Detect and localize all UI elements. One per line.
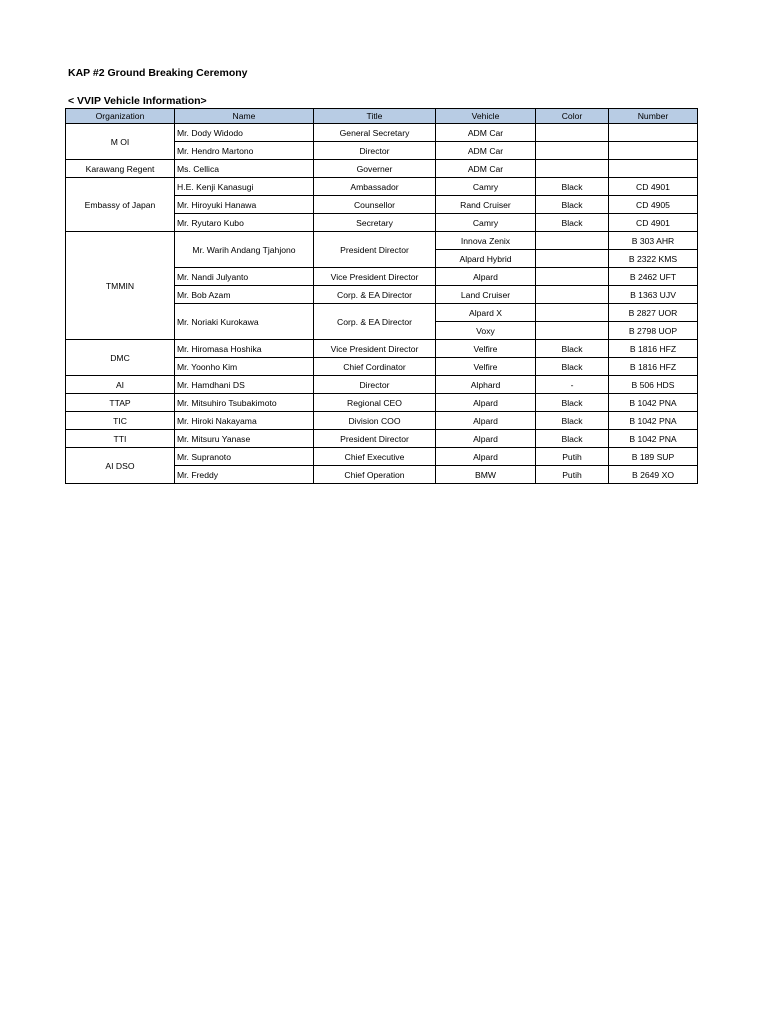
vehicle-cell: Innova Zenix	[436, 232, 536, 250]
number-cell: B 1042 PNA	[609, 412, 698, 430]
name-cell: Mr. Freddy	[175, 466, 314, 484]
number-cell	[609, 160, 698, 178]
organization-cell: TMMIN	[66, 232, 175, 340]
title-cell: Chief Cordinator	[314, 358, 436, 376]
number-cell: B 1042 PNA	[609, 394, 698, 412]
header-color: Color	[536, 109, 609, 124]
name-cell: Mr. Warih Andang Tjahjono	[175, 232, 314, 268]
title-cell: Vice President Director	[314, 340, 436, 358]
title-cell: General Secretary	[314, 124, 436, 142]
name-cell: Mr. Mitsuhiro Tsubakimoto	[175, 394, 314, 412]
table-row	[66, 178, 698, 196]
vehicle-cell: Camry	[436, 214, 536, 232]
organization-cell: AI DSO	[66, 448, 175, 484]
table-row	[66, 448, 698, 466]
number-cell: CD 4901	[609, 178, 698, 196]
color-cell: Black	[536, 412, 609, 430]
color-cell	[536, 124, 609, 142]
name-cell: Mr. Nandi Julyanto	[175, 268, 314, 286]
document-title: KAP #2 Ground Breaking Ceremony	[68, 67, 248, 79]
number-cell: B 1816 HFZ	[609, 340, 698, 358]
color-cell: Black	[536, 196, 609, 214]
vehicle-cell: Alpard X	[436, 304, 536, 322]
name-cell: Mr. Hamdhani DS	[175, 376, 314, 394]
vehicle-cell: Alphard	[436, 376, 536, 394]
color-cell: Black	[536, 358, 609, 376]
color-cell: Black	[536, 430, 609, 448]
title-cell: Vice President Director	[314, 268, 436, 286]
color-cell	[536, 322, 609, 340]
color-cell	[536, 160, 609, 178]
title-cell: Director	[314, 376, 436, 394]
organization-cell: AI	[66, 376, 175, 394]
table-row	[66, 394, 698, 412]
color-cell	[536, 286, 609, 304]
number-cell: B 1042 PNA	[609, 430, 698, 448]
header-number: Number	[609, 109, 698, 124]
table-row	[66, 232, 698, 250]
vehicle-cell: Velfire	[436, 340, 536, 358]
table-row	[66, 376, 698, 394]
organization-cell: Embassy of Japan	[66, 178, 175, 232]
vehicle-info-table	[65, 108, 698, 484]
color-cell: Black	[536, 394, 609, 412]
organization-cell: M OI	[66, 124, 175, 160]
number-cell	[609, 142, 698, 160]
vehicle-cell: ADM Car	[436, 124, 536, 142]
vehicle-cell: Alpard Hybrid	[436, 250, 536, 268]
name-cell: Mr. Hiroki Nakayama	[175, 412, 314, 430]
title-cell: Chief Executive	[314, 448, 436, 466]
title-cell: Counsellor	[314, 196, 436, 214]
vehicle-cell: Land Cruiser	[436, 286, 536, 304]
title-cell: Director	[314, 142, 436, 160]
number-cell: B 2322 KMS	[609, 250, 698, 268]
vehicle-cell: Alpard	[436, 394, 536, 412]
vehicle-cell: Rand Cruiser	[436, 196, 536, 214]
name-cell: Mr. Ryutaro Kubo	[175, 214, 314, 232]
vehicle-cell: Alpard	[436, 268, 536, 286]
number-cell: B 2798 UOP	[609, 322, 698, 340]
name-cell: H.E. Kenji Kanasugi	[175, 178, 314, 196]
number-cell: B 1363 UJV	[609, 286, 698, 304]
name-cell: Mr. Dody Widodo	[175, 124, 314, 142]
table-row	[66, 340, 698, 358]
color-cell: -	[536, 376, 609, 394]
vehicle-cell: Alpard	[436, 412, 536, 430]
name-cell: Mr. Hiroyuki Hanawa	[175, 196, 314, 214]
number-cell: B 2827 UOR	[609, 304, 698, 322]
number-cell: B 506 HDS	[609, 376, 698, 394]
vehicle-cell: Velfire	[436, 358, 536, 376]
color-cell: Black	[536, 340, 609, 358]
vehicle-cell: BMW	[436, 466, 536, 484]
vehicle-cell: Camry	[436, 178, 536, 196]
name-cell: Mr. Noriaki Kurokawa	[175, 304, 314, 340]
table-row	[66, 124, 698, 142]
header-title: Title	[314, 109, 436, 124]
vehicle-cell: Alpard	[436, 448, 536, 466]
title-cell: President Director	[314, 430, 436, 448]
title-cell: Secretary	[314, 214, 436, 232]
title-cell: Chief Operation	[314, 466, 436, 484]
title-cell: Corp. & EA Director	[314, 286, 436, 304]
title-cell: President Director	[314, 232, 436, 268]
color-cell: Black	[536, 214, 609, 232]
number-cell: B 189 SUP	[609, 448, 698, 466]
title-cell: Regional CEO	[314, 394, 436, 412]
number-cell: B 2649 XO	[609, 466, 698, 484]
number-cell: B 1816 HFZ	[609, 358, 698, 376]
color-cell	[536, 304, 609, 322]
table-row	[66, 160, 698, 178]
name-cell: Ms. Cellica	[175, 160, 314, 178]
color-cell: Black	[536, 178, 609, 196]
name-cell: Mr. Hendro Martono	[175, 142, 314, 160]
number-cell	[609, 124, 698, 142]
organization-cell: TTAP	[66, 394, 175, 412]
name-cell: Mr. Yoonho Kim	[175, 358, 314, 376]
header-name: Name	[175, 109, 314, 124]
organization-cell: TTI	[66, 430, 175, 448]
name-cell: Mr. Hiromasa Hoshika	[175, 340, 314, 358]
organization-cell: Karawang Regent	[66, 160, 175, 178]
title-cell: Ambassador	[314, 178, 436, 196]
organization-cell: DMC	[66, 340, 175, 376]
color-cell	[536, 232, 609, 250]
number-cell: B 2462 UFT	[609, 268, 698, 286]
name-cell: Mr. Mitsuru Yanase	[175, 430, 314, 448]
document-subtitle: < VVIP Vehicle Information>	[68, 95, 207, 107]
table-header-row	[66, 109, 698, 124]
color-cell	[536, 250, 609, 268]
vehicle-cell: ADM Car	[436, 160, 536, 178]
number-cell: B 303 AHR	[609, 232, 698, 250]
color-cell	[536, 142, 609, 160]
name-cell: Mr. Supranoto	[175, 448, 314, 466]
vehicle-cell: Alpard	[436, 430, 536, 448]
title-cell: Governer	[314, 160, 436, 178]
vehicle-cell: ADM Car	[436, 142, 536, 160]
number-cell: CD 4901	[609, 214, 698, 232]
number-cell: CD 4905	[609, 196, 698, 214]
header-organization: Organization	[66, 109, 175, 124]
organization-cell: TIC	[66, 412, 175, 430]
table-row	[66, 430, 698, 448]
title-cell: Corp. & EA Director	[314, 304, 436, 340]
name-cell: Mr. Bob Azam	[175, 286, 314, 304]
color-cell: Putih	[536, 466, 609, 484]
table-row	[66, 412, 698, 430]
title-cell: Division COO	[314, 412, 436, 430]
color-cell: Putih	[536, 448, 609, 466]
header-vehicle: Vehicle	[436, 109, 536, 124]
color-cell	[536, 268, 609, 286]
vehicle-cell: Voxy	[436, 322, 536, 340]
